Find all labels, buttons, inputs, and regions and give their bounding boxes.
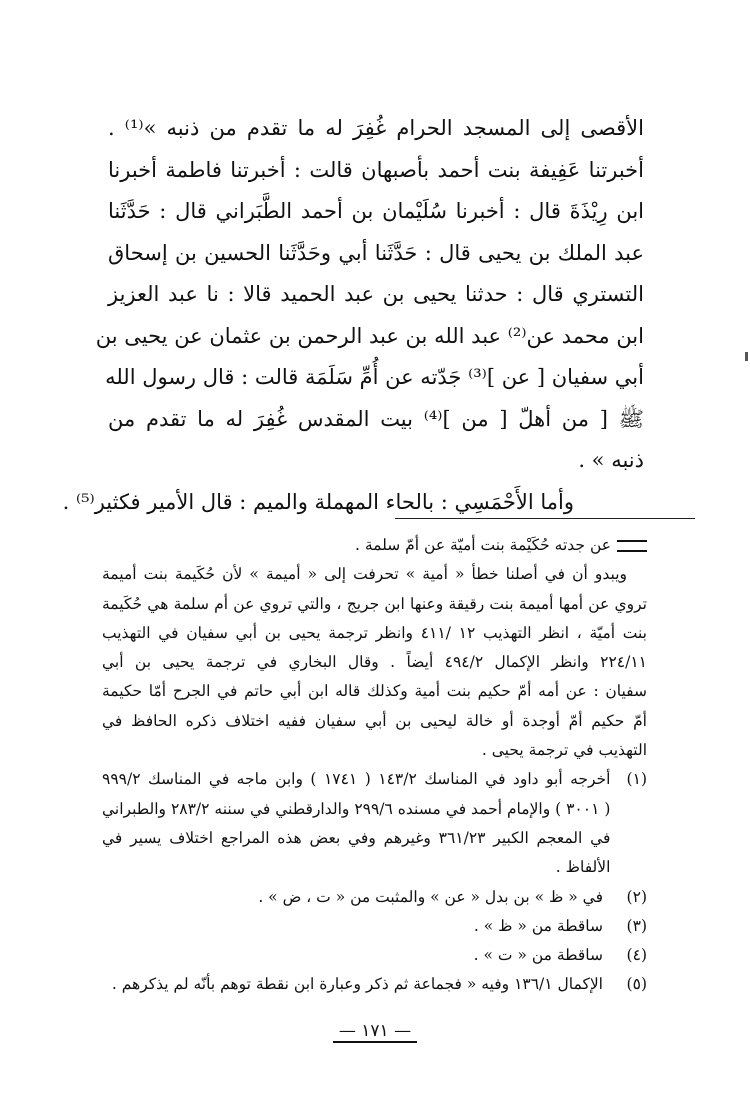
footnotes bbox=[102, 531, 647, 1000]
footnote-number: (١) bbox=[626, 770, 647, 789]
footnote-number: (٥) bbox=[626, 975, 647, 994]
footnote-line: ساقطة من « ظ » . bbox=[473, 916, 603, 935]
footnote-line: الألفاظ . bbox=[555, 858, 611, 877]
footnote-number: (٤) bbox=[626, 946, 647, 965]
main-line: عبد الملك بن يحيى قال : حَدَّثَنا أبي وحَدَّثَنا الحسين بن إسحاق bbox=[108, 240, 644, 265]
footnote-line: أخرجه أبو داود في المناسك ١٤٣/٢ ( ١٧٤١ ) وابن ماجه في المناسك ٩٩٩/٢ bbox=[102, 770, 611, 789]
main-text bbox=[62, 108, 644, 523]
footnote-continuation-line: تروي عن أمها أميمة بنت رقيقة وعنها ابن جريج ، والتي تروي عن أم سلمة هي حُكَيمة bbox=[102, 594, 647, 613]
footnote-line: الإكمال ١٣٦/١ وفيه « فجماعة ثم ذكر وعبارة ابن نقطة توهم بأنّه لم يذكرهم . bbox=[111, 975, 603, 994]
footnote-separator bbox=[395, 518, 695, 519]
footnote-text: عن جدته حُكَيْمة بنت أميّة عن أمّ سلمة . bbox=[355, 536, 611, 554]
footnote-3 bbox=[102, 912, 647, 941]
main-line: ابن محمد عن⁽²⁾ عبد الله بن عبد الرحمن بن عثمان عن يحيى بن bbox=[95, 323, 644, 348]
footnote-continuation-line: ويبدو أن في أصلنا خطأ « أمية » تحرفت إلى « أميمة » لأن حُكَيمة بنت أميمة bbox=[102, 565, 627, 584]
main-line: الأقصى إلى المسجد الحرام غُفِرَ له ما تقدم من ذنبه »⁽¹⁾ . bbox=[108, 116, 644, 140]
footnote-continuation-line: سفيان : عن أمه أمّ حكيم بنت أمية وكذلك قاله ابن أبي حاتم في الجرح أمّا حكيمة bbox=[102, 682, 647, 701]
main-line: وأما الأَحْمَسِي : بالحاء المهملة والميم : قال الأمير فكثير⁽⁵⁾ . bbox=[62, 489, 574, 514]
footnote-continuation-line: أمّ حكيم أمّ أوجدة أو خالة ليحيى بن أبي سفيان ففيه اختلاف ذكره الحافظ في bbox=[102, 711, 647, 730]
footnote-4 bbox=[102, 941, 647, 970]
main-line: أخبرتنا عَفِيفة بنت أحمد بأصبهان قالت : أخبرتنا فاطمة أخبرنا bbox=[108, 157, 644, 182]
main-line: ﷺ [ من أهلّ [ من ]⁽⁴⁾ بيت المقدس غُفِرَ له ما تقدم من bbox=[108, 406, 644, 431]
footnote-continuation-mark bbox=[617, 540, 647, 552]
footnote-1 bbox=[102, 765, 647, 882]
footnote-5 bbox=[102, 970, 647, 999]
footnote-line: ( ٣٠٠١ ) والإمام أحمد في مسنده ٢٩٩/٦ والدارقطني في سننه ٢٨٣/٢ والطبراني bbox=[102, 799, 611, 818]
main-line: ابن رِيْذَةَ قال : أخبرنا سُلَيْمان بن أحمد الطَّبَراني قال : حَدَّثَنا bbox=[108, 199, 644, 223]
main-line: ذنبه » . bbox=[578, 448, 644, 472]
footnote-line: في المعجم الكبير ٣٦١/٢٣ وغيرهم وفي بعض هذه المراجع اختلاف يسير في bbox=[102, 828, 611, 847]
page-number bbox=[0, 1021, 750, 1041]
footnote-continuation-line: بنت أميّة ، انظر التهذيب ١٢ /٤١١ وانظر ترجمة يحيى بن أبي سفيان في التهذيب bbox=[102, 623, 647, 642]
footnote-continuation-line: ٢٢٤/١١ وانظر الإكمال ٤٩٤/٢ أيضاً . وقال البخاري في ترجمة يحيى بن أبي bbox=[102, 653, 647, 672]
scan-edge-mark bbox=[745, 352, 748, 361]
footnote-number: (٣) bbox=[626, 916, 647, 935]
main-line: أبي سفيان [ عن ]⁽³⁾ جَدّته عن أُمِّ سَلَمَة قالت : قال رسول الله bbox=[105, 365, 644, 389]
main-line: التستري قال : حدثنا يحيى بن عبد الحميد قالا : نا عبد العزيز bbox=[108, 282, 644, 306]
footnote-continuation-line bbox=[102, 531, 647, 560]
footnote-line: في « ظ » بن بدل « عن » والمثبت من « ت ، ض » . bbox=[258, 887, 603, 906]
footnote-2 bbox=[102, 883, 647, 912]
page-number-text: — ١٧١ — bbox=[333, 1021, 417, 1043]
footnote-line: ساقطة من « ت » . bbox=[473, 946, 603, 965]
footnote-continuation-line: التهذيب في ترجمة يحيى . bbox=[481, 741, 647, 760]
footnote-number: (٢) bbox=[626, 887, 647, 906]
